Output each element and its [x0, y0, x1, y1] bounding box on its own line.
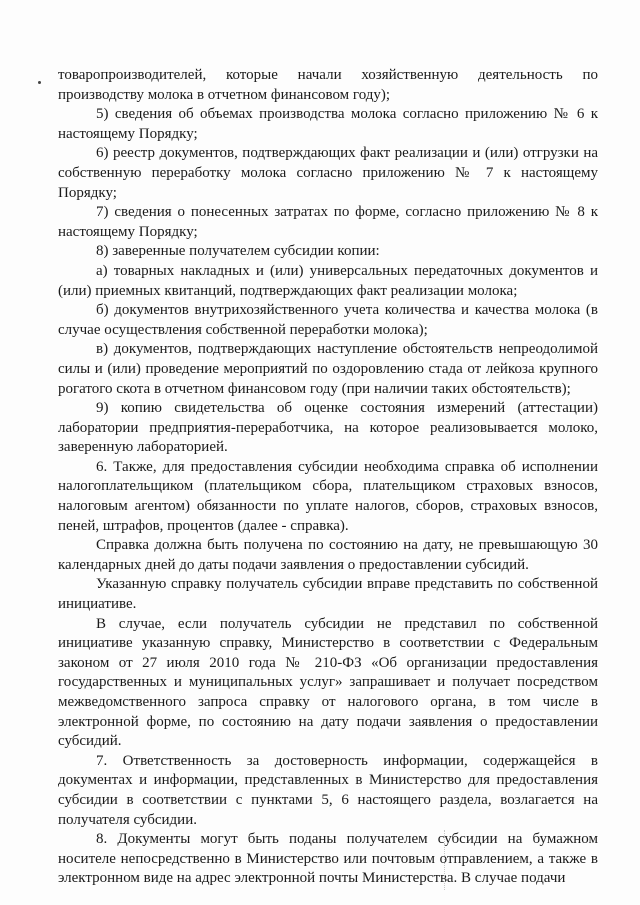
list-item-7: 7) сведения о понесенных затратах по форме, согласно приложению № 8 к настоящему Порядку; — [58, 204, 598, 240]
sub-item-b: б) документов внутрихозяйственного учета количества и качества молока (в случае осуществления собственной переработки молока); — [58, 302, 598, 338]
scan-artifact-line — [444, 830, 446, 890]
list-item-9: 9) копию свидетельства об оценке состояния измерений (аттестации) лаборатории предприятия-переработчика, на которое реализовывается молоко, заверенную лабораторией. — [58, 400, 598, 456]
own-initiative-paragraph: Указанную справку получатель субсидии вправе представить по собственной инициативе. — [58, 576, 598, 613]
list-item-6: 6) реестр документов, подтверждающих факт реализации и (или) отгрузки на собственную переработку молока согласно приложению № 7 к настоящему Порядку; — [58, 145, 598, 201]
sub-item-a: а) товарных накладных и (или) универсальных передаточных документов и (или) приемных квитанций, подтверждающих факт реализации молока; — [58, 262, 598, 299]
list-item-8: 8) заверенные получателем субсидии копии: — [96, 243, 380, 260]
section-7-paragraph: 7. Ответственность за достоверность информации, содержащейся в документах и информации, представленных в Министерство для предоставления субсидии в соответствии с пунктами 5, 6 настоящего раздела, возлагается на получателя субсидии. — [58, 752, 598, 828]
paragraph-continuation: товаропроизводителей, которые начали хозяйственную деятельность по производству молока в отчетном финансовом году); — [58, 67, 598, 103]
scan-speck — [38, 81, 41, 84]
section-8-paragraph: 8. Документы могут быть поданы получателем субсидии на бумажном носителе непосредственно в Министерство или почтовым отправлением, а также в электронном виде на адрес электронной почты Министерства. В случае подачи — [58, 831, 598, 887]
sub-item-v: в) документов, подтверждающих наступление обстоятельств непреодолимой силы и (или) проведение мероприятий по оздоровлению стада от лейкоза крупного рогатого скота в отчетном финансовом году (при наличии таких обстоятельств); — [58, 341, 598, 397]
certificate-deadline-paragraph: Справка должна быть получена по состоянию на дату, не превышающую 30 календарных дней до даты подачи заявления о предоставлении субсидий. — [58, 537, 598, 573]
section-6-paragraph: 6. Также, для предоставления субсидии необходима справка об исполнении налогоплательщиком (плательщиком сбора, плательщиком страховых взносов, налоговым агентом) обязанности по уплате налогов, сборов, страховых взносов, пеней, штрафов, процентов (далее - справка). — [58, 458, 598, 534]
list-item-5: 5) сведения об объемах производства молока согласно приложению № 6 к настоящему Порядку; — [58, 106, 598, 142]
interagency-request-paragraph: В случае, если получатель субсидии не представил по собственной инициативе указанную справку, Министерство в соответствии с Федеральным законом от 27 июля 2010 года № 210-ФЗ «Об организации предоставления государственных и муниципальных услуг» запрашивает и получает посредством межведомственного запроса справку от налогового органа, в том числе в электронной форме, по состоянию на дату подачи заявления о предоставлении субсидий. — [58, 615, 598, 750]
document-body — [58, 66, 598, 889]
